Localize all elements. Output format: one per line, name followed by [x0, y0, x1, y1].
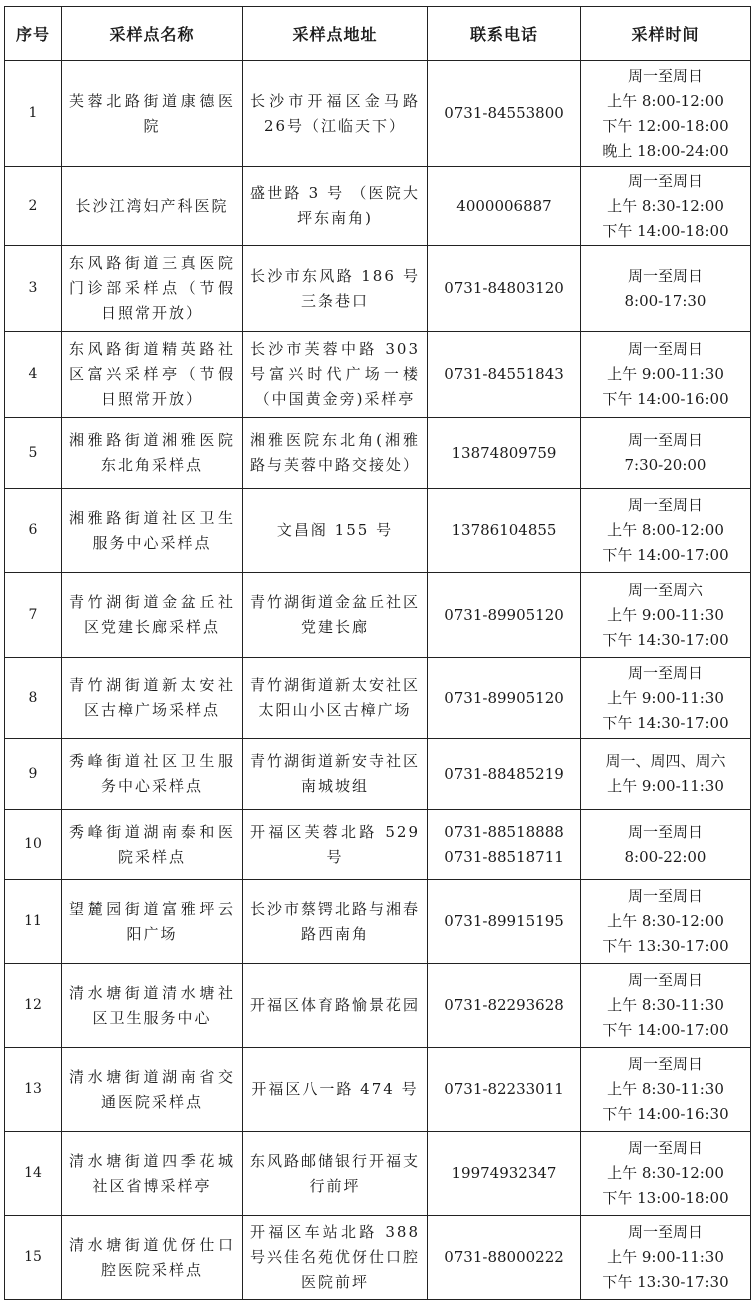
- time-line: 周一至周日: [627, 171, 703, 190]
- contact-phone: [428, 61, 581, 167]
- sampling-point-address: 湘雅医院东北角(湘雅路与芙蓉中路交接处）: [243, 418, 428, 489]
- time-line: 下午 12:00-18:00: [602, 116, 729, 135]
- header-time: 采样时间: [581, 7, 751, 61]
- time-line: 周一至周日: [627, 431, 703, 449]
- sampling-time: [581, 61, 751, 167]
- sampling-point-name: 秀峰街道社区卫生服务中心采样点: [62, 739, 243, 810]
- row-index: 10: [5, 810, 62, 880]
- row-index: 2: [5, 167, 62, 246]
- row-index: 9: [5, 739, 62, 810]
- time-line: 上午 9:00-11:30: [607, 605, 724, 624]
- sampling-point-address: 东风路邮储银行开福支行前坪: [243, 1132, 428, 1216]
- contact-phone: [428, 573, 581, 658]
- table-row: [5, 880, 751, 964]
- contact-phone: [428, 167, 581, 246]
- sampling-time: [581, 880, 751, 964]
- time-line: 周一至周日: [627, 66, 703, 85]
- time-line: 周一至周日: [627, 496, 703, 514]
- contact-phone: [428, 1132, 581, 1216]
- table-row: [5, 489, 751, 573]
- table-row: [5, 332, 751, 418]
- sampling-time: [581, 739, 751, 810]
- sampling-point-address: 开福区体育路愉景花园: [243, 964, 428, 1048]
- time-line: 上午 8:00-12:00: [607, 91, 724, 110]
- contact-phone: [428, 810, 581, 880]
- phone-number: 0731-82293628: [444, 996, 564, 1014]
- time-line: 周一至周日: [627, 663, 703, 682]
- phone-number: 0731-89905120: [444, 688, 564, 707]
- time-line: 上午 9:00-11:30: [607, 1248, 724, 1266]
- contact-phone: [428, 964, 581, 1048]
- sampling-time: [581, 1216, 751, 1300]
- phone-number: 13874809759: [451, 443, 557, 462]
- table-row: [5, 1132, 751, 1216]
- time-line: 上午 8:30-11:30: [607, 1080, 724, 1098]
- time-line: 下午 13:00-18:00: [602, 1189, 729, 1207]
- row-index: 11: [5, 880, 62, 964]
- row-index: 3: [5, 246, 62, 332]
- phone-number: 0731-82233011: [444, 1080, 564, 1098]
- sampling-point-name: 湘雅路街道社区卫生服务中心采样点: [62, 489, 243, 573]
- header-index: 序号: [5, 7, 62, 61]
- phone-number: 0731-88518711: [444, 847, 564, 866]
- row-index: 4: [5, 332, 62, 418]
- table-row: [5, 167, 751, 246]
- time-line: 下午 14:00-16:30: [602, 1105, 729, 1123]
- time-line: 上午 9:00-11:30: [607, 777, 724, 795]
- sampling-point-name: 青竹湖街道新太安社区古樟广场采样点: [62, 658, 243, 739]
- sampling-time: [581, 658, 751, 739]
- phone-number: 0731-84551843: [444, 365, 564, 383]
- header-address: 采样点地址: [243, 7, 428, 61]
- contact-phone: [428, 246, 581, 332]
- row-index: 12: [5, 964, 62, 1048]
- time-line: 晚上 18:00-24:00: [602, 141, 729, 160]
- phone-number: 0731-89915195: [444, 912, 564, 930]
- contact-phone: [428, 489, 581, 573]
- sampling-point-name: 芙蓉北路街道康德医院: [62, 61, 243, 167]
- time-line: 周一至周日: [627, 822, 703, 841]
- time-line: 下午 14:00-17:00: [602, 546, 729, 564]
- row-index: 8: [5, 658, 62, 739]
- row-index: 15: [5, 1216, 62, 1300]
- sampling-point-name: 长沙江湾妇产科医院: [62, 167, 243, 246]
- time-line: 周一至周日: [627, 1223, 703, 1241]
- sampling-point-address: 开福区八一路 474 号: [243, 1048, 428, 1132]
- row-index: 13: [5, 1048, 62, 1132]
- time-line: 周一至周日: [627, 266, 703, 285]
- time-line: 8:00-22:00: [624, 847, 707, 866]
- time-line: 上午 8:30-12:00: [607, 912, 724, 930]
- time-line: 周一至周日: [627, 971, 703, 989]
- time-line: 下午 14:30-17:00: [602, 713, 729, 732]
- time-line: 上午 9:00-11:30: [607, 688, 724, 707]
- table-row: [5, 246, 751, 332]
- time-line: 下午 13:30-17:00: [602, 937, 729, 955]
- sampling-point-address: 开福区车站北路 388 号兴佳名苑优伢仕口腔医院前坪: [243, 1216, 428, 1300]
- time-line: 下午 14:00-17:00: [602, 1021, 729, 1039]
- sampling-point-address: 长沙市开福区金马路26号（江临天下）: [243, 61, 428, 167]
- header-row: [5, 7, 751, 61]
- sampling-point-address: 长沙市蔡锷北路与湘春路西南角: [243, 880, 428, 964]
- sampling-time: [581, 810, 751, 880]
- table-row: [5, 61, 751, 167]
- time-line: 上午 8:30-12:00: [607, 1164, 724, 1182]
- sampling-point-name: 清水塘街道四季花城社区省博采样亭: [62, 1132, 243, 1216]
- sampling-points-table: [4, 6, 751, 1300]
- sampling-point-address: 长沙市芙蓉中路 303 号富兴时代广场一楼（中国黄金旁)采样亭: [243, 332, 428, 418]
- sampling-time: [581, 489, 751, 573]
- phone-number: 13786104855: [451, 521, 557, 539]
- sampling-point-name: 秀峰街道湖南泰和医院采样点: [62, 810, 243, 880]
- contact-phone: [428, 1216, 581, 1300]
- sampling-point-name: 望麓园街道富雅坪云阳广场: [62, 880, 243, 964]
- sampling-point-address: 文昌阁 155 号: [243, 489, 428, 573]
- header-name: 采样点名称: [62, 7, 243, 61]
- phone-number: 0731-89905120: [444, 605, 564, 624]
- phone-number: 4000006887: [456, 196, 552, 215]
- time-line: 周一至周日: [627, 887, 703, 905]
- sampling-time: [581, 1132, 751, 1216]
- time-line: 上午 9:00-11:30: [607, 365, 724, 383]
- phone-number: 0731-88518888: [444, 822, 564, 841]
- time-line: 8:00-17:30: [624, 291, 707, 310]
- sampling-point-address: 青竹湖街道新安寺社区南城坡组: [243, 739, 428, 810]
- phone-number: 0731-88485219: [444, 764, 564, 783]
- row-index: 6: [5, 489, 62, 573]
- row-index: 7: [5, 573, 62, 658]
- sampling-time: [581, 1048, 751, 1132]
- sampling-time: [581, 573, 751, 658]
- time-line: 周一至周六: [627, 580, 703, 599]
- sampling-point-name: 东风路街道三真医院门诊部采样点（节假日照常开放）: [62, 246, 243, 332]
- row-index: 14: [5, 1132, 62, 1216]
- sampling-time: [581, 167, 751, 246]
- sampling-time: [581, 418, 751, 489]
- time-line: 周一至周日: [627, 340, 703, 358]
- sampling-point-address: 盛世路 3 号 （医院大坪东南角): [243, 167, 428, 246]
- sampling-point-name: 清水塘街道优伢仕口腔医院采样点: [62, 1216, 243, 1300]
- phone-number: 19974932347: [451, 1164, 557, 1182]
- time-line: 下午 14:00-18:00: [602, 221, 729, 240]
- contact-phone: [428, 739, 581, 810]
- sampling-point-address: 青竹湖街道新太安社区太阳山小区古樟广场: [243, 658, 428, 739]
- sampling-point-name: 东风路街道精英路社区富兴采样亭（节假日照常开放）: [62, 332, 243, 418]
- sampling-point-name: 湘雅路街道湘雅医院东北角采样点: [62, 418, 243, 489]
- header-phone: 联系电话: [428, 7, 581, 61]
- time-line: 周一至周日: [627, 1055, 703, 1073]
- time-line: 下午 14:00-16:00: [602, 390, 729, 408]
- sampling-time: [581, 332, 751, 418]
- row-index: 5: [5, 418, 62, 489]
- table-row: [5, 1216, 751, 1300]
- table-row: [5, 573, 751, 658]
- table-row: [5, 418, 751, 489]
- table-body: [5, 61, 751, 1300]
- time-line: 上午 8:30-12:00: [607, 196, 724, 215]
- row-index: 1: [5, 61, 62, 167]
- contact-phone: [428, 880, 581, 964]
- table-row: [5, 810, 751, 880]
- phone-number: 0731-84553800: [444, 104, 564, 122]
- time-line: 周一、周四、周六: [605, 752, 726, 770]
- sampling-point-name: 清水塘街道湖南省交通医院采样点: [62, 1048, 243, 1132]
- contact-phone: [428, 658, 581, 739]
- time-line: 周一至周日: [627, 1139, 703, 1157]
- table-row: [5, 964, 751, 1048]
- time-line: 上午 8:30-11:30: [607, 996, 724, 1014]
- contact-phone: [428, 1048, 581, 1132]
- sampling-point-name: 清水塘街道清水塘社区卫生服务中心: [62, 964, 243, 1048]
- sampling-time: [581, 964, 751, 1048]
- time-line: 下午 13:30-17:30: [602, 1273, 729, 1291]
- table-row: [5, 739, 751, 810]
- sampling-point-address: 开福区芙蓉北路 529 号: [243, 810, 428, 880]
- sampling-point-address: 长沙市东风路 186 号三条巷口: [243, 246, 428, 332]
- sampling-time: [581, 246, 751, 332]
- time-line: 下午 14:30-17:00: [602, 630, 729, 649]
- phone-number: 0731-84803120: [444, 279, 564, 297]
- contact-phone: [428, 418, 581, 489]
- phone-number: 0731-88000222: [444, 1248, 564, 1266]
- sampling-point-name: 青竹湖街道金盆丘社区党建长廊采样点: [62, 573, 243, 658]
- sampling-point-address: 青竹湖街道金盆丘社区党建长廊: [243, 573, 428, 658]
- table-row: [5, 1048, 751, 1132]
- time-line: 7:30-20:00: [624, 456, 707, 474]
- time-line: 上午 8:00-12:00: [607, 521, 724, 539]
- table-row: [5, 658, 751, 739]
- contact-phone: [428, 332, 581, 418]
